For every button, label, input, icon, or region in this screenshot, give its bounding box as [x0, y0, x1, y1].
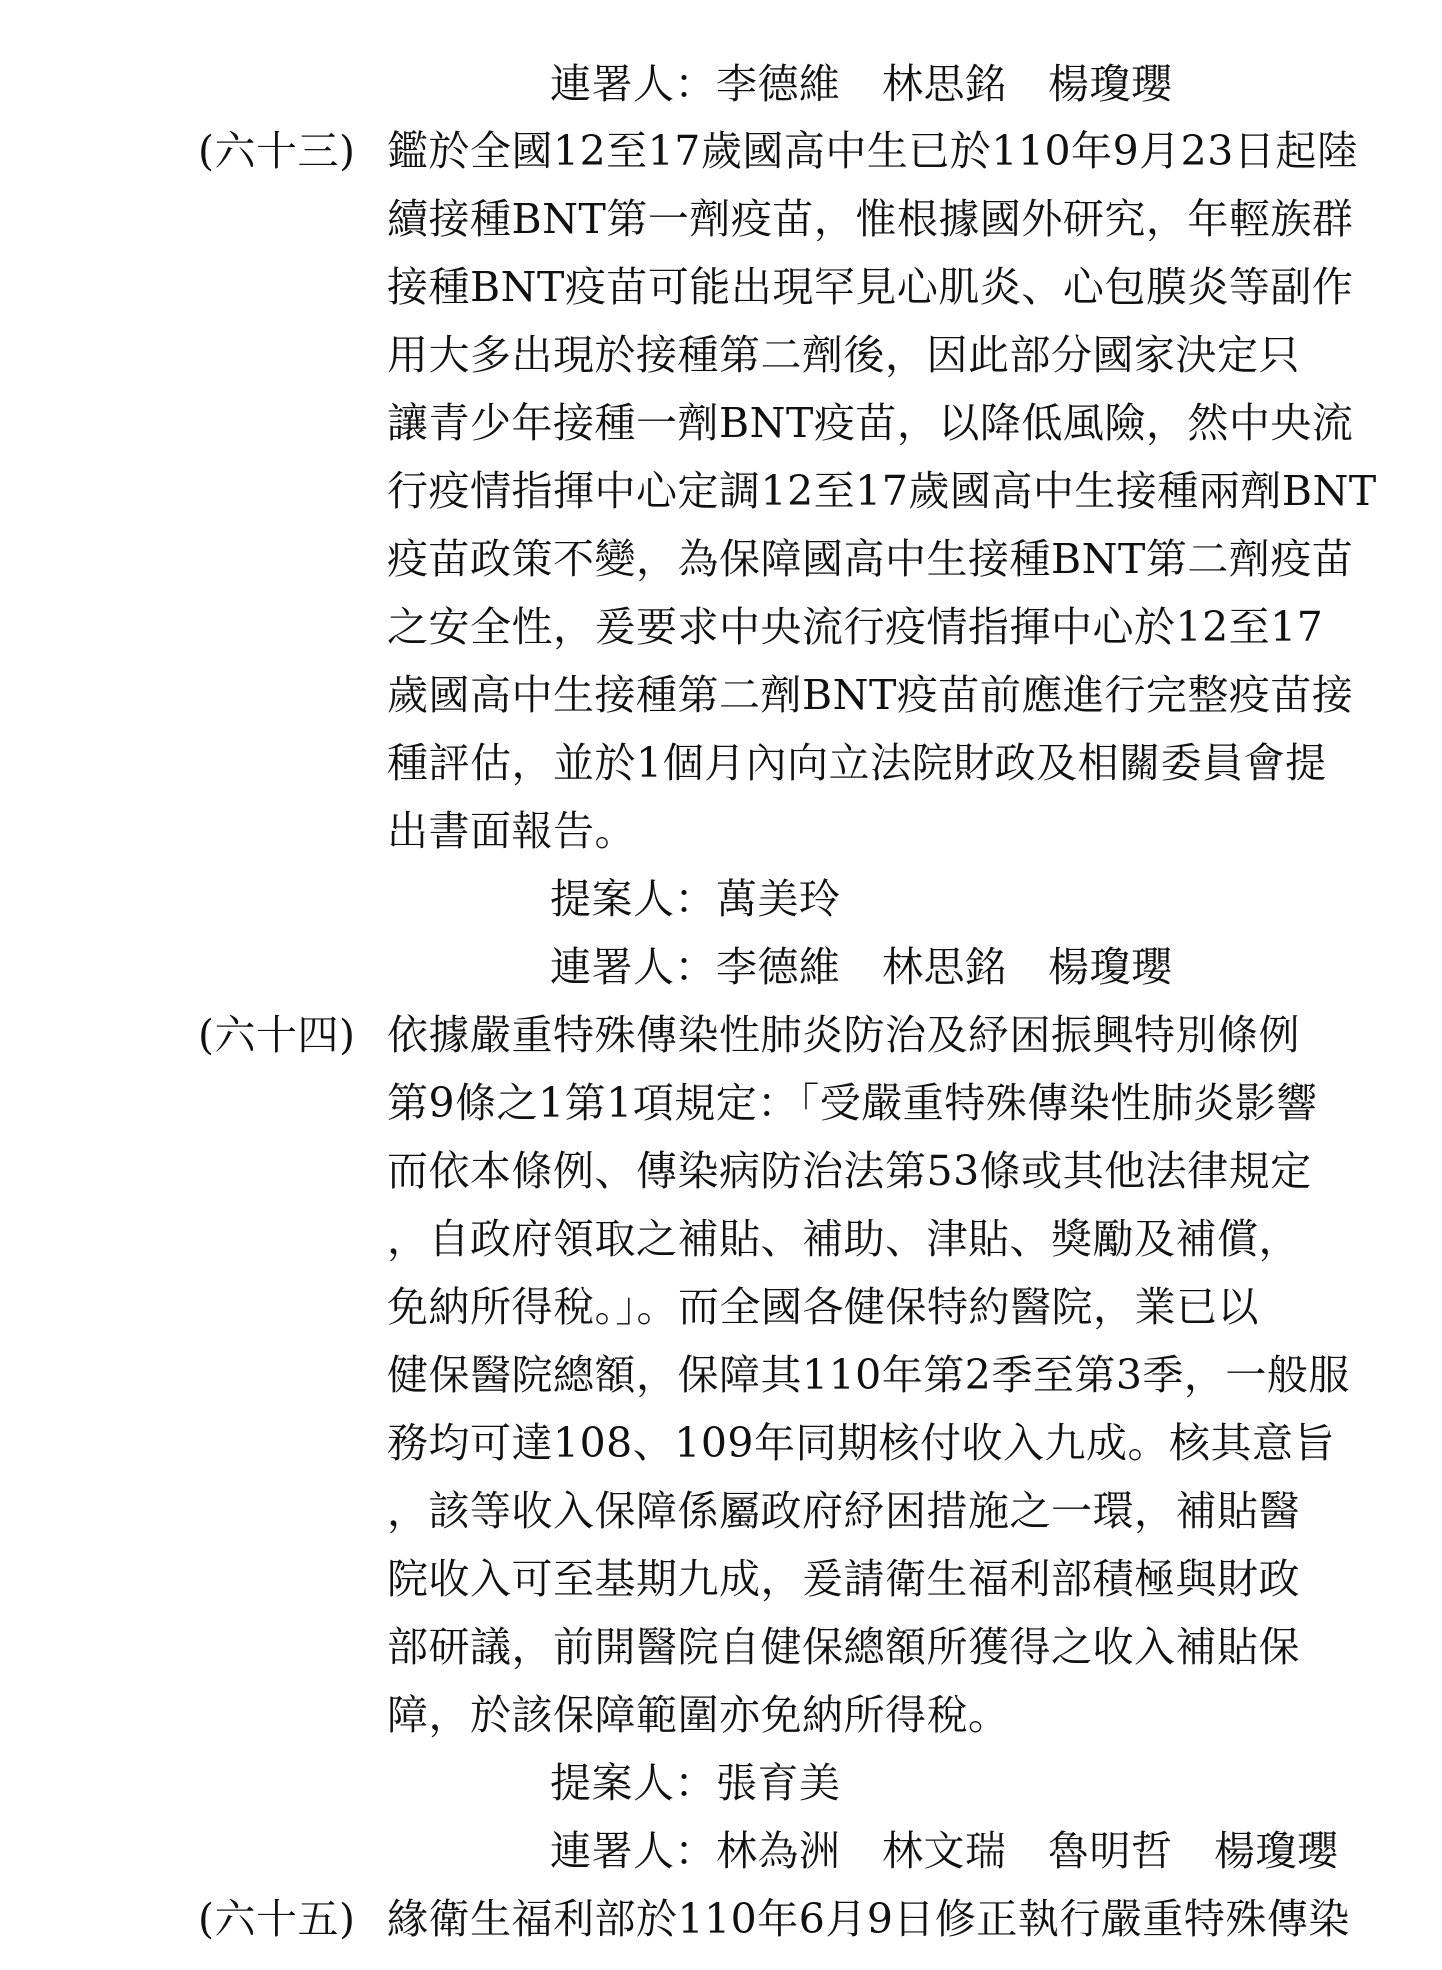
item-text-line: 緣衛生福利部於110年6月9日修正執行嚴重特殊傳染	[387, 1895, 1350, 1943]
item-text-line: 院收入可至基期九成，爰請衛生福利部積極與財政	[387, 1555, 1300, 1603]
item-text-line: 部研議，前開醫院自健保總額所獲得之收入補貼保	[387, 1623, 1300, 1671]
item-text-line: 健保醫院總額，保障其110年第2季至第3季，一般服	[387, 1351, 1350, 1399]
signers: 連署人：林為洲 林文瑞 魯明哲 楊瓊瓔	[550, 1827, 1339, 1875]
item-text-line: 而依本條例、傳染病防治法第53條或其他法律規定	[387, 1147, 1312, 1195]
item-text-line: ，該等收入保障係屬政府紓困措施之一環，補貼醫	[387, 1487, 1300, 1535]
item-text-line: 出書面報告。	[387, 807, 636, 855]
item-text-line: 歲國高中生接種第二劑BNT疫苗前應進行完整疫苗接	[387, 671, 1354, 719]
signers: 連署人：李德維 林思銘 楊瓊瓔	[550, 943, 1173, 991]
item-text-line: 讓青少年接種一劑BNT疫苗，以降低風險，然中央流	[387, 399, 1354, 447]
item-text-line: 障，於該保障範圍亦免納所得稅。	[387, 1691, 1010, 1739]
item-text-line: 用大多出現於接種第二劑後，因此部分國家決定只	[387, 331, 1300, 379]
item-text-line: 務均可達108、109年同期核付收入九成。核其意旨	[387, 1419, 1336, 1467]
item-text-line: 行疫情指揮中心定調12至17歲國高中生接種兩劑BNT	[387, 467, 1377, 515]
item-text-line: ，自政府領取之補貼、補助、津貼、獎勵及補償，	[387, 1215, 1300, 1263]
item-text-line: 鑑於全國12至17歲國高中生已於110年9月23日起陸	[387, 127, 1359, 175]
item-label: (六十四)	[198, 1011, 356, 1059]
proposer: 提案人：萬美玲	[550, 875, 841, 923]
item-text-line: 種評估，並於1個月內向立法院財政及相關委員會提	[387, 739, 1327, 787]
item-text-line: 續接種BNT第一劑疫苗，惟根據國外研究，年輕族群	[387, 195, 1354, 243]
top-signers: 連署人：李德維 林思銘 楊瓊瓔	[550, 60, 1173, 108]
proposer: 提案人：張育美	[550, 1759, 841, 1807]
item-text-line: 之安全性，爰要求中央流行疫情指揮中心於12至17	[387, 603, 1324, 651]
item-text-line: 接種BNT疫苗可能出現罕見心肌炎、心包膜炎等副作	[387, 263, 1354, 311]
item-text-line: 依據嚴重特殊傳染性肺炎防治及紓困振興特別條例	[387, 1011, 1300, 1059]
item-text-line: 第9條之1第1項規定：「受嚴重特殊傳染性肺炎影響	[387, 1079, 1318, 1127]
item-text-line: 疫苗政策不變，為保障國高中生接種BNT第二劑疫苗	[387, 535, 1354, 583]
item-label: (六十五)	[198, 1895, 356, 1943]
item-label: (六十三)	[198, 127, 356, 175]
item-text-line: 免納所得稅。」。而全國各健保特約醫院，業已以	[387, 1283, 1259, 1331]
